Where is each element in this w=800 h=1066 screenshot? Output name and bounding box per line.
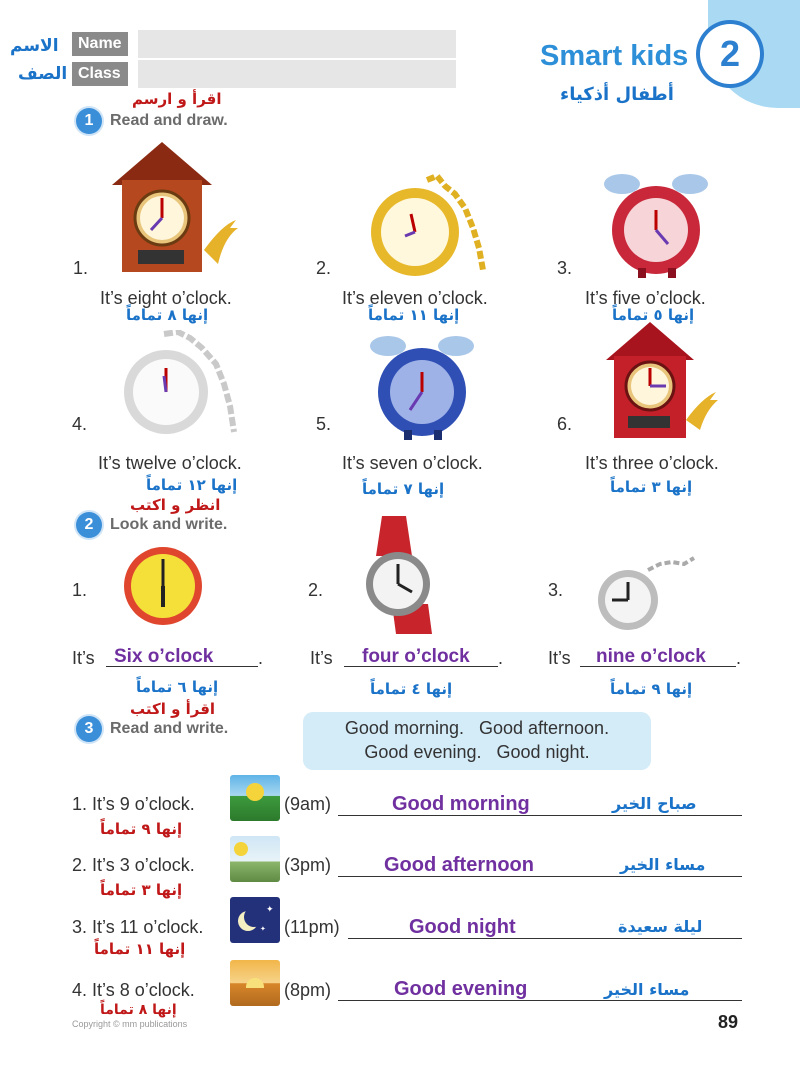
alarm-clock-icon: [602, 170, 712, 282]
section3-sentence-ar: إنها ١١ تماماً: [94, 940, 186, 958]
section3-answer-ar: مساء الخير: [604, 980, 690, 999]
class-field[interactable]: [138, 60, 456, 88]
section3-sentence-ar: إنها ٨ تماماً: [100, 1002, 177, 1018]
section2-prefix: It’s: [548, 648, 571, 668]
section1-sentence: It’s eight o’clock.: [100, 288, 232, 308]
section3-time: (11pm): [284, 917, 340, 937]
section2-answer[interactable]: nine o’clock: [596, 646, 706, 667]
section3-answer-ar: ليلة سعيدة: [618, 917, 703, 936]
section1-item-number: 5.: [316, 414, 332, 434]
word-box-line2: Good evening. Good night.: [364, 742, 590, 762]
section3-answer[interactable]: Good evening: [394, 978, 528, 1000]
section3-sentence-ar: إنها ٩ تماماً: [100, 820, 183, 838]
section2-answer-ar: إنها ٤ تماماً: [370, 680, 453, 698]
section1-number: 1: [76, 108, 102, 134]
cuckoo-clock-icon: [112, 140, 242, 275]
section3-time: (9am): [284, 794, 332, 814]
section2-item-number: 2.: [308, 580, 324, 600]
section3-title-ar: اقرأ و اكتب: [130, 700, 216, 718]
name-field[interactable]: [138, 30, 456, 58]
name-label-ar: الاسم: [10, 36, 59, 56]
section1-sentence-ar: إنها ٣ تماماً: [610, 478, 693, 496]
section2-prefix: It’s: [310, 648, 333, 668]
section3-sentence: 2. It’s 3 o’clock.: [72, 855, 195, 875]
section3-sentence: 3. It’s 11 o’clock.: [72, 917, 204, 937]
cuckoo-clock-icon: [606, 320, 726, 440]
pocket-watch-icon: [592, 552, 702, 632]
section3-sentence-ar: إنها ٣ تماماً: [100, 881, 183, 899]
night-scene-image: ✦ ✦: [230, 897, 280, 943]
morning-scene-image: [230, 775, 280, 821]
section3-sentence: 1. It’s 9 o’clock.: [72, 794, 195, 814]
section2-number: 2: [76, 512, 102, 538]
period-mark: .: [736, 648, 742, 668]
section1-sentence: It’s seven o’clock.: [342, 453, 483, 473]
wrist-watch-icon: [362, 512, 452, 637]
section1-item-number: 2.: [316, 258, 332, 278]
section3-answer[interactable]: Good afternoon: [384, 854, 534, 876]
section1-title: Read and draw.: [110, 112, 228, 129]
evening-scene-image: [230, 960, 280, 1006]
pocket-watch-icon: [124, 330, 249, 445]
section3-answer-ar: صباح الخير: [612, 794, 697, 813]
section2-answer-ar: إنها ٦ تماماً: [136, 678, 219, 696]
section1-item-number: 3.: [557, 258, 573, 278]
section3-time: (8pm): [284, 980, 332, 1000]
period-mark: .: [258, 648, 264, 668]
wall-clock-icon: [122, 545, 204, 627]
section3-answer-ar: مساء الخير: [620, 855, 706, 874]
section3-answer[interactable]: Good night: [409, 916, 516, 938]
section1-item-number: 6.: [557, 414, 573, 434]
unit-number: 2: [719, 33, 741, 74]
period-mark: .: [498, 648, 504, 668]
section1-sentence: It’s three o’clock.: [585, 453, 719, 473]
section2-prefix: It’s: [72, 648, 95, 668]
section1-item-number: 1.: [73, 258, 89, 278]
answer-line: [348, 938, 742, 939]
class-label: Class: [72, 62, 128, 86]
section1-sentence: It’s eleven o’clock.: [342, 288, 488, 308]
alarm-clock-icon: [368, 332, 478, 444]
section1-sentence-ar: إنها ١٢ تماماً: [146, 476, 238, 494]
section3-title: Read and write.: [110, 720, 229, 737]
section1-sentence: It’s five o’clock.: [585, 288, 706, 308]
section2-answer[interactable]: four o’clock: [362, 646, 470, 667]
page-number: 89: [718, 1012, 739, 1032]
section3-answer[interactable]: Good morning: [392, 793, 530, 815]
section3-number: 3: [76, 716, 102, 742]
section2-item-number: 3.: [548, 580, 564, 600]
section1-item-number: 4.: [72, 414, 88, 434]
section1-sentence-ar: إنها ٧ تماماً: [362, 480, 445, 498]
section1-sentence-ar: إنها ٨ تماماً: [126, 306, 209, 324]
class-label-ar: الصف: [18, 64, 68, 84]
pocket-watch-icon: [365, 174, 495, 284]
section1-title-ar: اقرأ و ارسم: [132, 90, 222, 108]
section2-item-number: 1.: [72, 580, 88, 600]
section1-sentence-ar: إنها ٥ تماماً: [612, 306, 695, 324]
word-box-line1: Good morning. Good afternoon.: [344, 718, 610, 738]
section2-title-ar: انظر و اكتب: [130, 496, 221, 514]
section1-sentence: It’s twelve o’clock.: [98, 453, 242, 473]
section3-time: (3pm): [284, 855, 332, 875]
copyright: Copyright © mm publications: [72, 1019, 188, 1029]
section3-sentence: 4. It’s 8 o’clock.: [72, 980, 195, 1000]
section2-answer-ar: إنها ٩ تماماً: [610, 680, 693, 698]
section2-answer[interactable]: Six o’clock: [114, 646, 214, 667]
page-title: Smart kids: [540, 40, 689, 72]
afternoon-scene-image: [230, 836, 280, 882]
name-label: Name: [72, 32, 128, 56]
section1-sentence-ar: إنها ١١ تماماً: [368, 306, 460, 324]
page-title-ar: أطفال أذكياء: [560, 84, 674, 105]
section2-title: Look and write.: [110, 516, 228, 533]
